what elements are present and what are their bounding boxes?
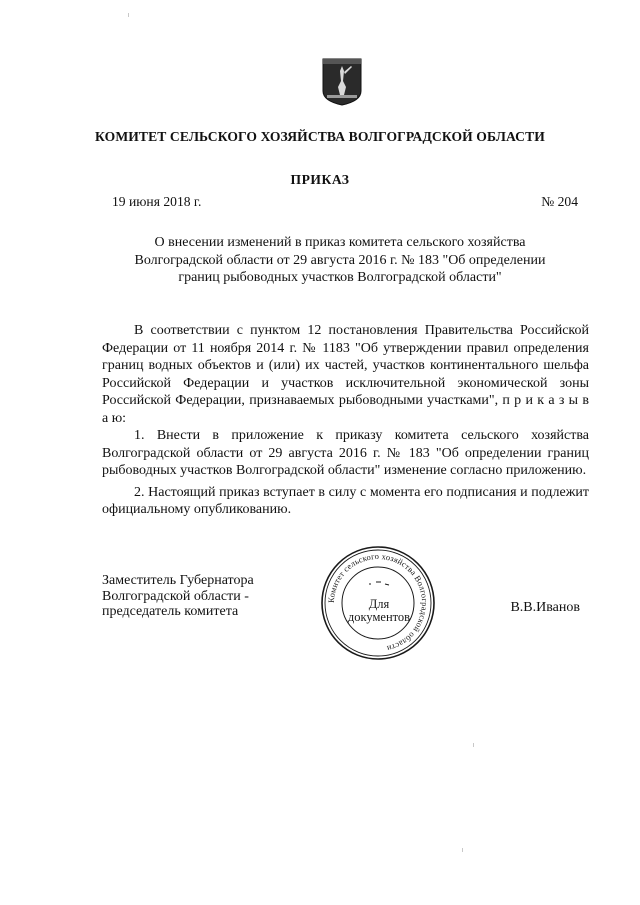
signatory-position-line: председатель комитета (102, 604, 239, 619)
org-name: КОМИТЕТ СЕЛЬСКОГО ХОЗЯЙСТВА ВОЛГОГРАДСКОЙ ОБЛАСТИ (95, 129, 545, 144)
doc-subject (100, 234, 580, 287)
doc-date: 19 июня 2018 г. (112, 194, 202, 209)
scan-mark (473, 743, 474, 747)
signatory-position-line: Заместитель Губернатора (102, 573, 254, 588)
doc-number: № 204 (541, 194, 578, 209)
body-paragraph: В соответствии с пунктом 12 постановления Правительства Российской Федерации от 11 ноября 2014 г. № 1183 "Об утверждении правил определения границ водных объектов и (или) их частей, участков континентального шельфа Российской Федерации и участков исключительной экономической зоны Российской Федерации, признаваемых рыбоводными участками", п р и к а з ы в а ю: (102, 323, 589, 426)
subject-line: О внесении изменений в приказ комитета сельского хозяйства (154, 235, 526, 250)
signatory-position-line: Волгоградской области - (102, 588, 249, 604)
official-stamp (319, 544, 437, 662)
signatory-name: В.В.Иванов (510, 600, 580, 615)
volgograd-coat-of-arms-icon (321, 57, 363, 107)
doc-body (102, 322, 589, 519)
signatory-position (102, 573, 254, 620)
body-paragraph: 1. Внести в приложение к приказу комитета сельского хозяйства Волгоградской области от 29 августа 2016 г. № 183 "Об определении границ рыбоводных участков Волгоградской области" изменение согласно приложению. (102, 428, 589, 478)
scan-mark (462, 848, 463, 852)
subject-line: границ рыбоводных участков Волгоградской области" (178, 270, 502, 285)
doc-type-title: ПРИКАЗ (290, 172, 350, 187)
stamp-center-line: Для (368, 597, 390, 611)
stamp-ring-text: Комитет сельского хозяйства Волгоградской области (326, 551, 430, 654)
scan-mark (128, 13, 129, 17)
stamp-center-line: документов (347, 610, 411, 624)
subject-line: Волгоградской области от 29 августа 2016 г. № 183 "Об определении (134, 252, 546, 268)
body-paragraph: 2. Настоящий приказ вступает в силу с момента его подписания и подлежит официальному опубликованию. (102, 484, 589, 517)
